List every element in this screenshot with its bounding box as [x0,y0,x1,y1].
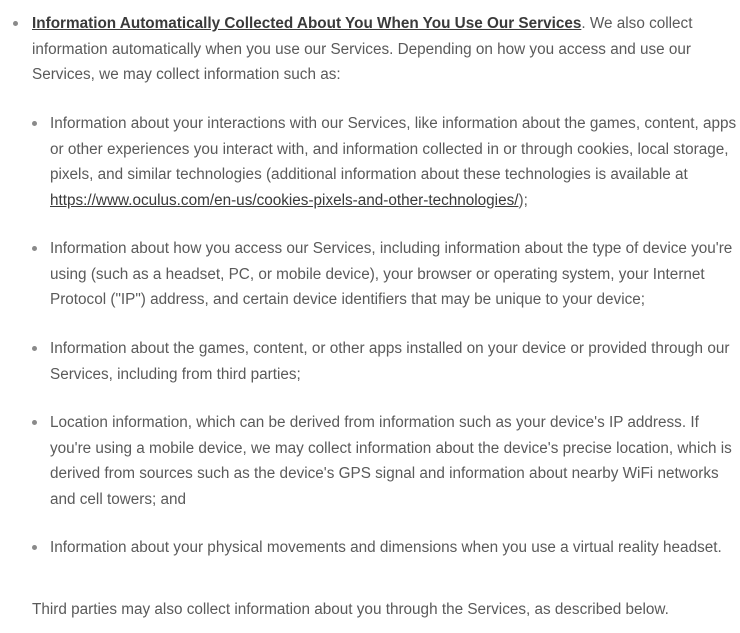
section-intro: . We also collect information automatically when you use our Services. Depending on how you access and use our Services, we may collect information such as: [32,15,693,83]
bullet-dot [32,346,37,351]
bullet-dot [13,21,18,26]
item-text: Information about how you access our Services, including information about the type of device you're using (such as a headset, PC, or mobile device), your browser or operating system, your Internet Protocol ("IP") address, and certain device identifiers that may be unique to your device; [50,240,733,308]
item-text-after: ); [518,191,528,209]
item-text: Information about the games, content, or other apps installed on your device or provided through our Services, including from third parties; [50,340,730,383]
bullet-dot [32,420,37,425]
policy-list-item [32,11,738,88]
sub-list-item [50,111,738,213]
item-text: Information about your interactions with our Services, like information about the games, content, apps or other experiences you interact with, and information collected in or through cookies, local storage, pixels, and similar technologies (additional information about these technologies is available at [50,115,737,183]
sub-list-item [50,336,738,387]
bullet-dot [32,121,37,126]
sub-list-item [50,535,738,561]
closing-paragraph: Third parties may also collect information about you through the Services, as described below. [32,601,669,618]
sub-list-item [50,236,738,313]
bullet-dot [32,246,37,251]
item-text: Information about your physical movements and dimensions when you use a virtual reality headset. [50,539,722,556]
bullet-dot [32,545,37,550]
item-text: Location information, which can be derived from information such as your device's IP address. If you're using a mobile device, we may collect information about the device's precise location, which is derived from sources such as the device's GPS signal and information about nearby WiFi networks and cell towers; and [50,414,732,508]
section-heading-link[interactable]: Information Automatically Collected About You When You Use Our Services [32,15,582,32]
sub-list-item [50,410,738,512]
cookies-policy-link[interactable]: https://www.oculus.com/en-us/cookies-pixels-and-other-technologies/ [50,191,519,209]
